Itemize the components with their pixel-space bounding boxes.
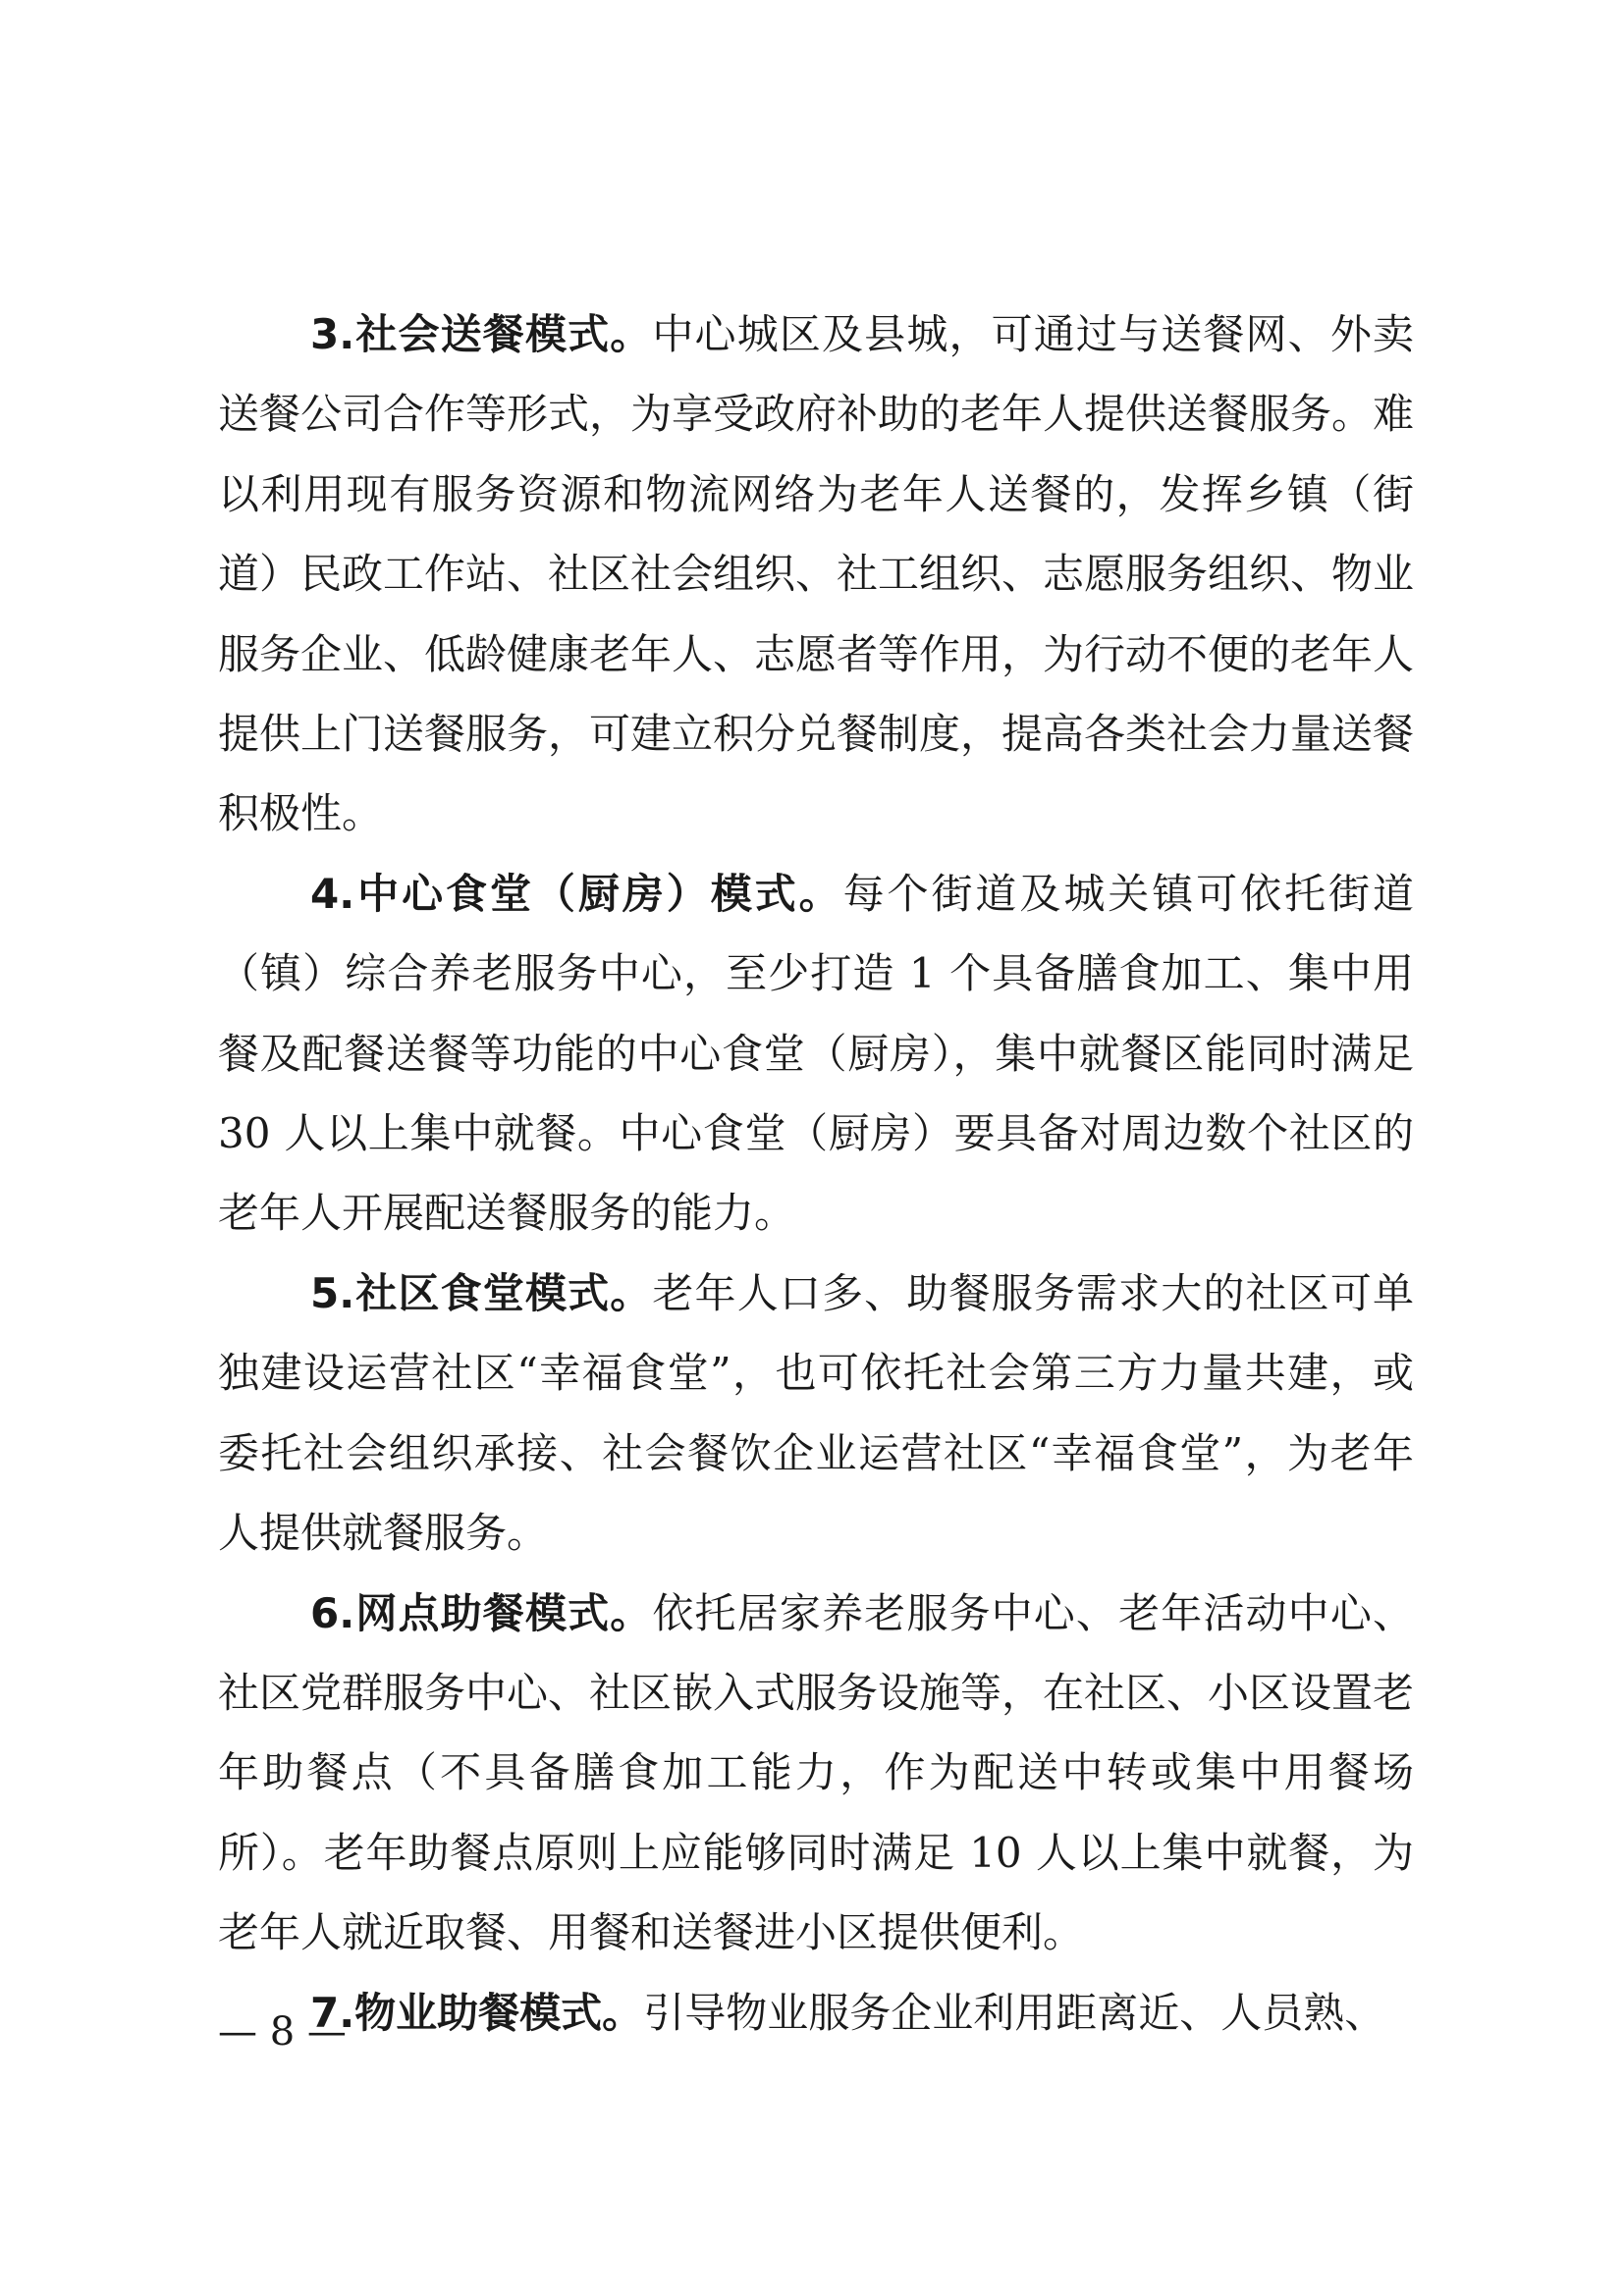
paragraph-text: 老年人口多、助餐服务需求大的社区可单独建设运营社区“幸福食堂”，也可依托社会第三方力量共建，或委托社会组织承接、社会餐饮企业运营社区“幸福食堂”，为老年人提供就餐服务。 — [218, 1268, 1414, 1558]
paragraph-heading: 4.中心食堂（厨房）模式。 — [310, 869, 843, 918]
paragraph-property-meal-assist — [218, 1973, 1414, 2053]
paragraph-heading: 5.社区食堂模式。 — [310, 1268, 653, 1317]
paragraph-heading: 7.物业助餐模式。 — [310, 1988, 644, 2037]
paragraph-heading: 3.社会送餐模式。 — [310, 310, 653, 358]
paragraph-central-canteen — [218, 854, 1414, 1254]
paragraph-text: 依托居家养老服务中心、老年活动中心、社区党群服务中心、社区嵌入式服务设施等，在社区、小区设置老年助餐点（不具备膳食加工能力，作为配送中转或集中用餐场所）。老年助餐点原则上应能够同时满足 10 人以上集中就餐，为老年人就近取餐、用餐和送餐进小区提供便利。 — [218, 1588, 1415, 1957]
page-number: — 8 — — [218, 2009, 347, 2055]
paragraph-text: 每个街道及城关镇可依托街道（镇）综合养老服务中心，至少打造 1 个具备膳食加工、集中用餐及配餐送餐等功能的中心食堂（厨房），集中就餐区能同时满足 30 人以上集中就餐。中心食堂（厨房）要具备对周边数个社区的老年人开展配送餐服务的能力。 — [218, 869, 1414, 1238]
document-body — [218, 294, 1414, 2053]
paragraph-text: 引导物业服务企业利用距离近、人员熟、 — [643, 1988, 1386, 2037]
paragraph-community-canteen — [218, 1254, 1414, 1574]
paragraph-outlet-meal-assist — [218, 1574, 1414, 1973]
paragraph-social-meal-delivery — [218, 294, 1414, 854]
paragraph-heading: 6.网点助餐模式。 — [310, 1588, 653, 1637]
paragraph-text: 中心城区及县城，可通过与送餐网、外卖送餐公司合作等形式，为享受政府补助的老年人提供送餐服务。难以利用现有服务资源和物流网络为老年人送餐的，发挥乡镇（街道）民政工作站、社区社会组织、社工组织、志愿服务组织、物业服务企业、低龄健康老年人、志愿者等作用，为行动不便的老年人提供上门送餐服务，可建立积分兑餐制度，提高各类社会力量送餐积极性。 — [218, 310, 1415, 838]
